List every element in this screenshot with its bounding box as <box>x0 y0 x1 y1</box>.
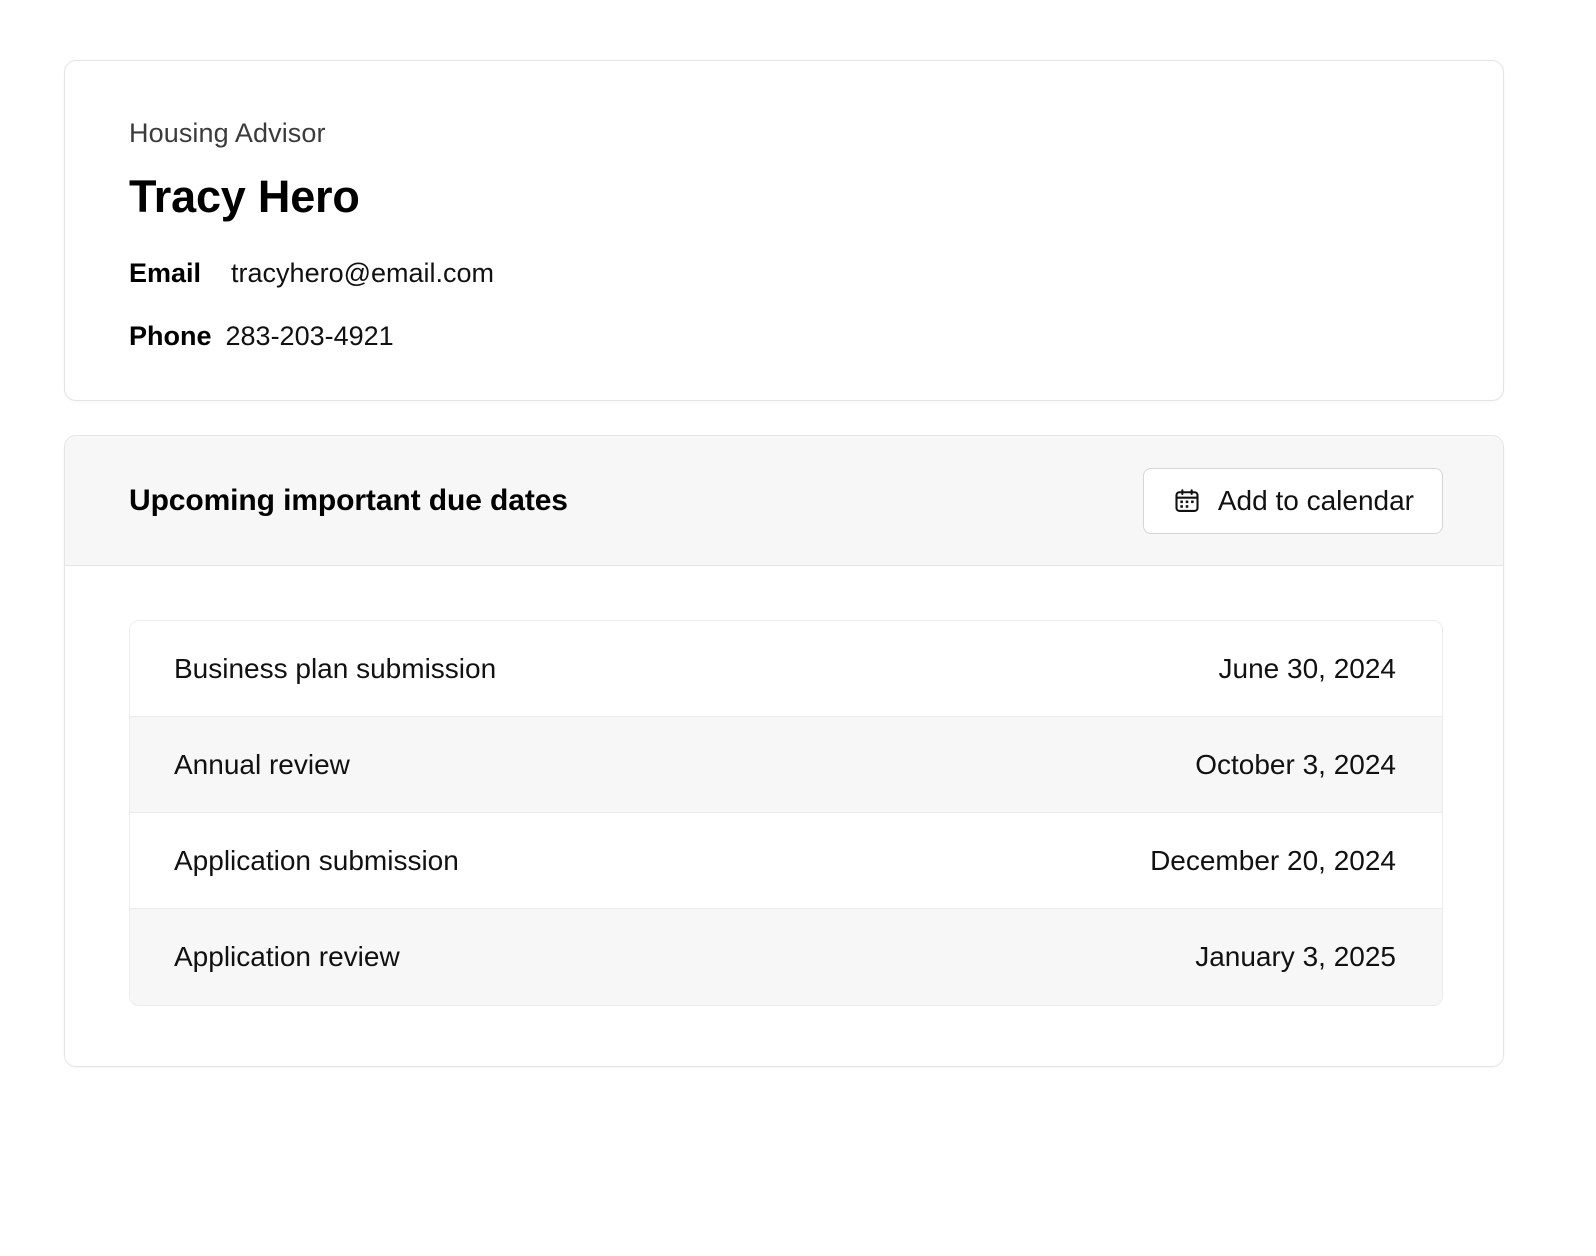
advisor-name: Tracy Hero <box>129 170 360 222</box>
due-date-value: December 20, 2024 <box>1150 844 1396 876</box>
advisor-email-row <box>129 258 1439 289</box>
add-to-calendar-button[interactable] <box>1143 468 1443 534</box>
advisor-phone-value: 283-203-4921 <box>225 321 394 352</box>
add-to-calendar-label: Add to calendar <box>1217 484 1414 516</box>
due-date-value: October 3, 2024 <box>1195 748 1396 780</box>
advisor-phone-label: Phone <box>129 321 212 352</box>
table-row[interactable] <box>130 621 1442 717</box>
table-row[interactable] <box>130 717 1442 813</box>
table-row[interactable] <box>130 909 1442 1005</box>
due-date-value: June 30, 2024 <box>1218 652 1396 684</box>
due-date-label: Annual review <box>174 748 350 780</box>
due-dates-body <box>65 566 1503 1066</box>
due-dates-card <box>64 435 1504 1067</box>
advisor-card <box>64 60 1504 401</box>
calendar-icon <box>1172 486 1202 516</box>
table-row[interactable] <box>130 813 1442 909</box>
due-dates-list <box>129 620 1443 1006</box>
due-dates-header <box>65 436 1503 566</box>
advisor-email-label: Email <box>129 258 202 289</box>
due-date-label: Business plan submission <box>174 652 497 684</box>
due-dates-title: Upcoming important due dates <box>129 483 568 517</box>
advisor-phone-row <box>129 321 1439 352</box>
due-date-label: Application submission <box>174 844 459 876</box>
due-date-value: January 3, 2025 <box>1195 941 1396 973</box>
due-date-label: Application review <box>174 941 400 973</box>
advisor-role: Housing Advisor <box>129 118 326 148</box>
advisor-email-value: tracyhero@email.com <box>231 258 495 289</box>
